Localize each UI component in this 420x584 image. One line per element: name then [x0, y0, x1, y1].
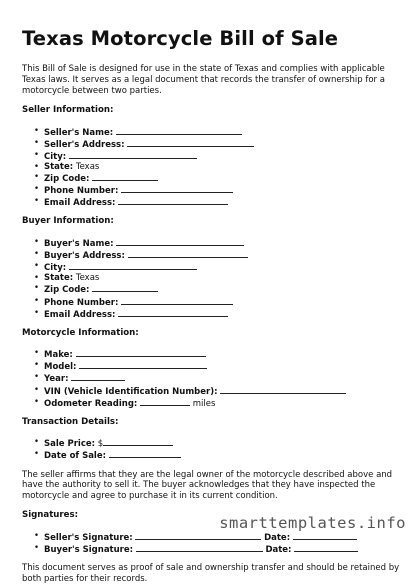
transaction-list — [22, 437, 402, 461]
buyer-list — [22, 237, 402, 320]
seller-email-blank[interactable] — [118, 196, 228, 205]
seller-zip-field: • Zip Code: — [34, 172, 402, 184]
transaction-heading: Transaction Details: — [22, 416, 119, 427]
intro-paragraph: This Bill of Sale is designed for use in the state of Texas and complies with applicable Texas laws. It serves as a legal document that records the transfer of ownership for a motorcycle between two parties. — [22, 64, 385, 96]
buyer-signature-blank[interactable] — [136, 543, 263, 552]
odometer-blank[interactable] — [140, 397, 190, 406]
seller-city-field: • City: — [34, 150, 402, 162]
seller-phone-blank[interactable] — [121, 184, 233, 193]
sale-price-field: • Sale Price: $ — [34, 437, 402, 449]
seller-zip-blank[interactable] — [92, 172, 158, 181]
seller-state-field: • State: Texas — [34, 162, 402, 172]
seller-name-field: • Seller's Name: — [34, 126, 402, 138]
signatures-heading: Signatures: — [22, 510, 79, 521]
vin-field: • VIN (Vehicle Identification Number): — [34, 385, 402, 397]
buyer-email-field: • Email Address: — [34, 308, 402, 320]
buyer-heading: Buyer Information: — [22, 216, 114, 227]
vin-blank[interactable] — [220, 385, 346, 394]
buyer-city-field: • City: — [34, 261, 402, 273]
odometer-field: • Odometer Reading: miles — [34, 397, 402, 409]
seller-list — [22, 126, 402, 209]
date-of-sale-blank[interactable] — [109, 449, 181, 458]
buyer-state-field: • State: Texas — [34, 273, 402, 283]
buyer-phone-blank[interactable] — [121, 296, 233, 305]
buyer-date-blank[interactable] — [294, 543, 358, 552]
date-of-sale-field: • Date of Sale: — [34, 449, 402, 461]
make-field: • Make: — [34, 348, 402, 360]
model-blank[interactable] — [79, 360, 207, 369]
sale-price-blank[interactable] — [103, 437, 173, 446]
seller-signature-field: • Seller's Signature: Date: — [34, 531, 402, 543]
motorcycle-list — [22, 348, 402, 408]
buyer-address-field: • Buyer's Address: — [34, 249, 402, 261]
year-field: • Year: — [34, 372, 402, 384]
seller-heading: Seller Information: — [22, 105, 114, 116]
buyer-signature-field: • Buyer's Signature: Date: — [34, 543, 402, 555]
seller-date-blank[interactable] — [293, 531, 357, 540]
seller-email-field: • Email Address: — [34, 196, 402, 208]
year-blank[interactable] — [71, 372, 125, 381]
buyer-address-blank[interactable] — [128, 249, 248, 258]
seller-name-blank[interactable] — [116, 126, 242, 135]
document-title: Texas Motorcycle Bill of Sale — [22, 27, 339, 50]
buyer-zip-blank[interactable] — [92, 283, 158, 292]
buyer-zip-field: • Zip Code: — [34, 283, 402, 295]
model-field: • Model: — [34, 360, 402, 372]
make-blank[interactable] — [76, 348, 206, 357]
buyer-city-blank[interactable] — [69, 261, 197, 270]
buyer-name-field: • Buyer's Name: — [34, 237, 402, 249]
signatures-list — [22, 531, 402, 555]
seller-address-blank[interactable] — [127, 138, 254, 147]
seller-phone-field: • Phone Number: — [34, 184, 402, 196]
watermark: smarttemplates.info — [219, 514, 406, 532]
seller-signature-blank[interactable] — [135, 531, 261, 540]
document-page — [22, 28, 402, 584]
seller-city-blank[interactable] — [69, 150, 197, 159]
buyer-name-blank[interactable] — [116, 237, 244, 246]
motorcycle-heading: Motorcycle Information: — [22, 327, 139, 338]
closing-paragraph: This document serves as proof of sale and ownership transfer and should be retained by both parties for their records. — [22, 563, 400, 584]
affirmation-paragraph: The seller affirms that they are the legal owner of the motorcycle described above and have the authority to sell it. The buyer acknowledges that they have inspected the motorcycle and agree to purchase it in its current condition. — [22, 469, 393, 501]
buyer-email-blank[interactable] — [118, 308, 228, 317]
buyer-phone-field: • Phone Number: — [34, 296, 402, 308]
seller-address-field: • Seller's Address: — [34, 138, 402, 150]
